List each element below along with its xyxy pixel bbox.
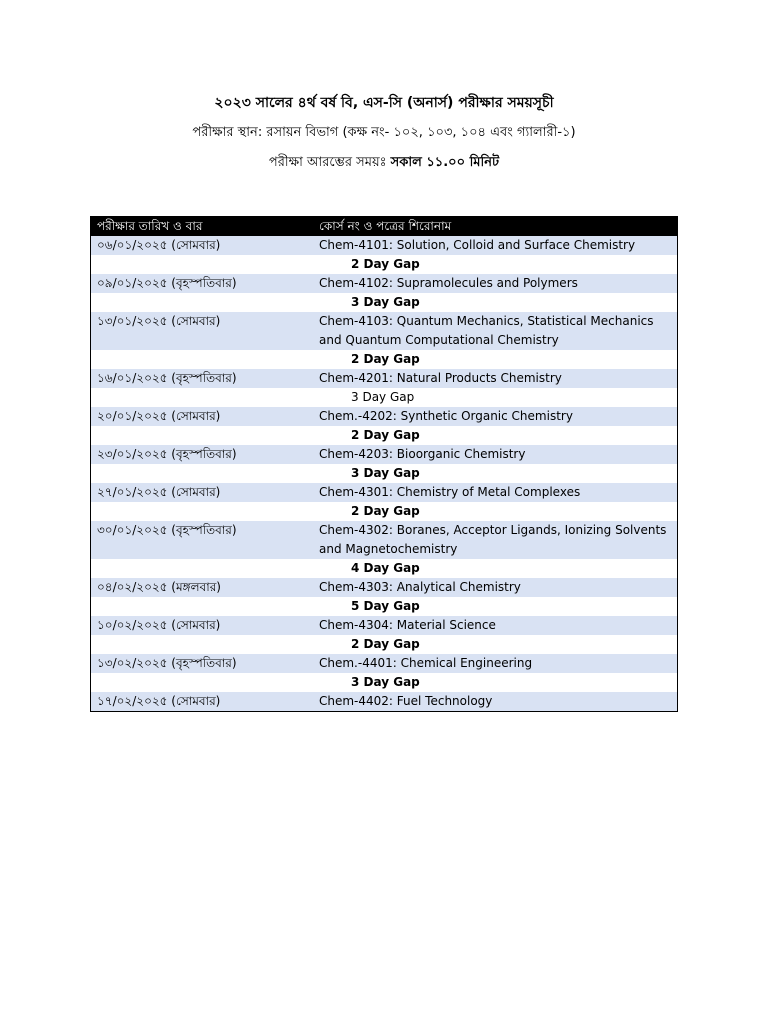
day-gap-label: 2 Day Gap (351, 504, 420, 518)
exam-date: ০৬/০১/২০২৫ (সোমবার) (97, 238, 221, 252)
table-row (91, 407, 677, 426)
gap-spacer (91, 350, 319, 369)
day-gap-label: 2 Day Gap (351, 257, 420, 271)
exam-date: ০৯/০১/২০২৫ (বৃহস্পতিবার) (97, 276, 237, 290)
schedule-title: ২০২৩ সালের ৪র্থ বর্ষ বি, এস-সি (অনার্স) পরীক্ষার সময়সূচী (214, 95, 554, 111)
gap-spacer (91, 673, 319, 692)
gap-row (91, 673, 677, 692)
gap-spacer (91, 464, 319, 483)
table-row (91, 274, 677, 293)
gap-row (91, 502, 677, 521)
table-row (91, 692, 677, 711)
gap-row (91, 559, 677, 578)
exam-date: ২৭/০১/২০২৫ (সোমবার) (97, 485, 221, 499)
course-title: Chem-4201: Natural Products Chemistry (319, 371, 562, 385)
exam-date: ১৩/০২/২০২৫ (বৃহস্পতিবার) (97, 656, 237, 670)
gap-row (91, 293, 677, 312)
course-title: Chem-4301: Chemistry of Metal Complexes (319, 485, 581, 499)
day-gap-label: 4 Day Gap (351, 561, 420, 575)
table-row (91, 483, 677, 502)
course-title: Chem.-4202: Synthetic Organic Chemistry (319, 409, 573, 423)
course-title: Chem-4304: Material Science (319, 618, 496, 632)
table-row (91, 578, 677, 597)
course-title: Chem-4302: Boranes, Acceptor Ligands, Ionizing Solvents and Magnetochemistry (319, 523, 667, 556)
exam-date: ১০/০২/২০২৫ (সোমবার) (97, 618, 221, 632)
date-column-header: পরীক্ষার তারিখ ও বার (97, 219, 203, 233)
gap-spacer (91, 388, 319, 407)
course-title: Chem-4402: Fuel Technology (319, 694, 493, 708)
start-time-label: পরীক্ষা আরম্ভের সময়ঃ (268, 155, 387, 170)
table-row (91, 521, 677, 559)
day-gap-label: 3 Day Gap (351, 295, 420, 309)
table-body (91, 236, 677, 711)
gap-row (91, 388, 677, 407)
gap-spacer (91, 597, 319, 616)
exam-venue: পরীক্ষার স্থান: রসায়ন বিভাগ (কক্ষ নং- ১০২, ১০৩, ১০৪ এবং গ্যালারী-১) (192, 125, 576, 140)
gap-row (91, 597, 677, 616)
gap-spacer (91, 255, 319, 274)
gap-row (91, 350, 677, 369)
day-gap-label: 3 Day Gap (351, 390, 415, 404)
day-gap-label: 2 Day Gap (351, 637, 420, 651)
course-title: Chem-4203: Bioorganic Chemistry (319, 447, 526, 461)
course-column-header: কোর্স নং ও পত্রের শিরোনাম (319, 219, 452, 233)
table-row (91, 616, 677, 635)
table-row (91, 312, 677, 350)
day-gap-label: 5 Day Gap (351, 599, 420, 613)
gap-row (91, 464, 677, 483)
gap-row (91, 255, 677, 274)
gap-spacer (91, 293, 319, 312)
exam-date: ১৬/০১/২০২৫ (বৃহস্পতিবার) (97, 371, 237, 385)
course-title: Chem-4103: Quantum Mechanics, Statistical Mechanics and Quantum Computational Chemistry (319, 314, 654, 347)
gap-spacer (91, 426, 319, 445)
gap-row (91, 635, 677, 654)
gap-spacer (91, 502, 319, 521)
day-gap-label: 2 Day Gap (351, 428, 420, 442)
exam-start-time (0, 153, 768, 174)
gap-spacer (91, 635, 319, 654)
course-title: Chem.-4401: Chemical Engineering (319, 656, 533, 670)
exam-date: ২৩/০১/২০২৫ (বৃহস্পতিবার) (97, 447, 237, 461)
course-title: Chem-4102: Supramolecules and Polymers (319, 276, 578, 290)
exam-date: ৩০/০১/২০২৫ (বৃহস্পতিবার) (97, 523, 237, 537)
course-title: Chem-4303: Analytical Chemistry (319, 580, 521, 594)
table-header-row (91, 217, 677, 236)
table-row (91, 236, 677, 255)
exam-date: ০৪/০২/২০২৫ (মঙ্গলবার) (97, 580, 221, 594)
exam-schedule-table (90, 216, 678, 712)
exam-date: ১৭/০২/২০২৫ (সোমবার) (97, 694, 221, 708)
start-time-value: সকাল ১১.০০ মিনিট (390, 155, 500, 170)
day-gap-label: 3 Day Gap (351, 466, 420, 480)
course-title: Chem-4101: Solution, Colloid and Surface Chemistry (319, 238, 636, 252)
table-row (91, 369, 677, 388)
table-row (91, 445, 677, 464)
table-row (91, 654, 677, 673)
exam-date: ২০/০১/২০২৫ (সোমবার) (97, 409, 221, 423)
day-gap-label: 3 Day Gap (351, 675, 420, 689)
exam-date: ১৩/০১/২০২৫ (সোমবার) (97, 314, 221, 328)
day-gap-label: 2 Day Gap (351, 352, 420, 366)
gap-spacer (91, 559, 319, 578)
gap-row (91, 426, 677, 445)
